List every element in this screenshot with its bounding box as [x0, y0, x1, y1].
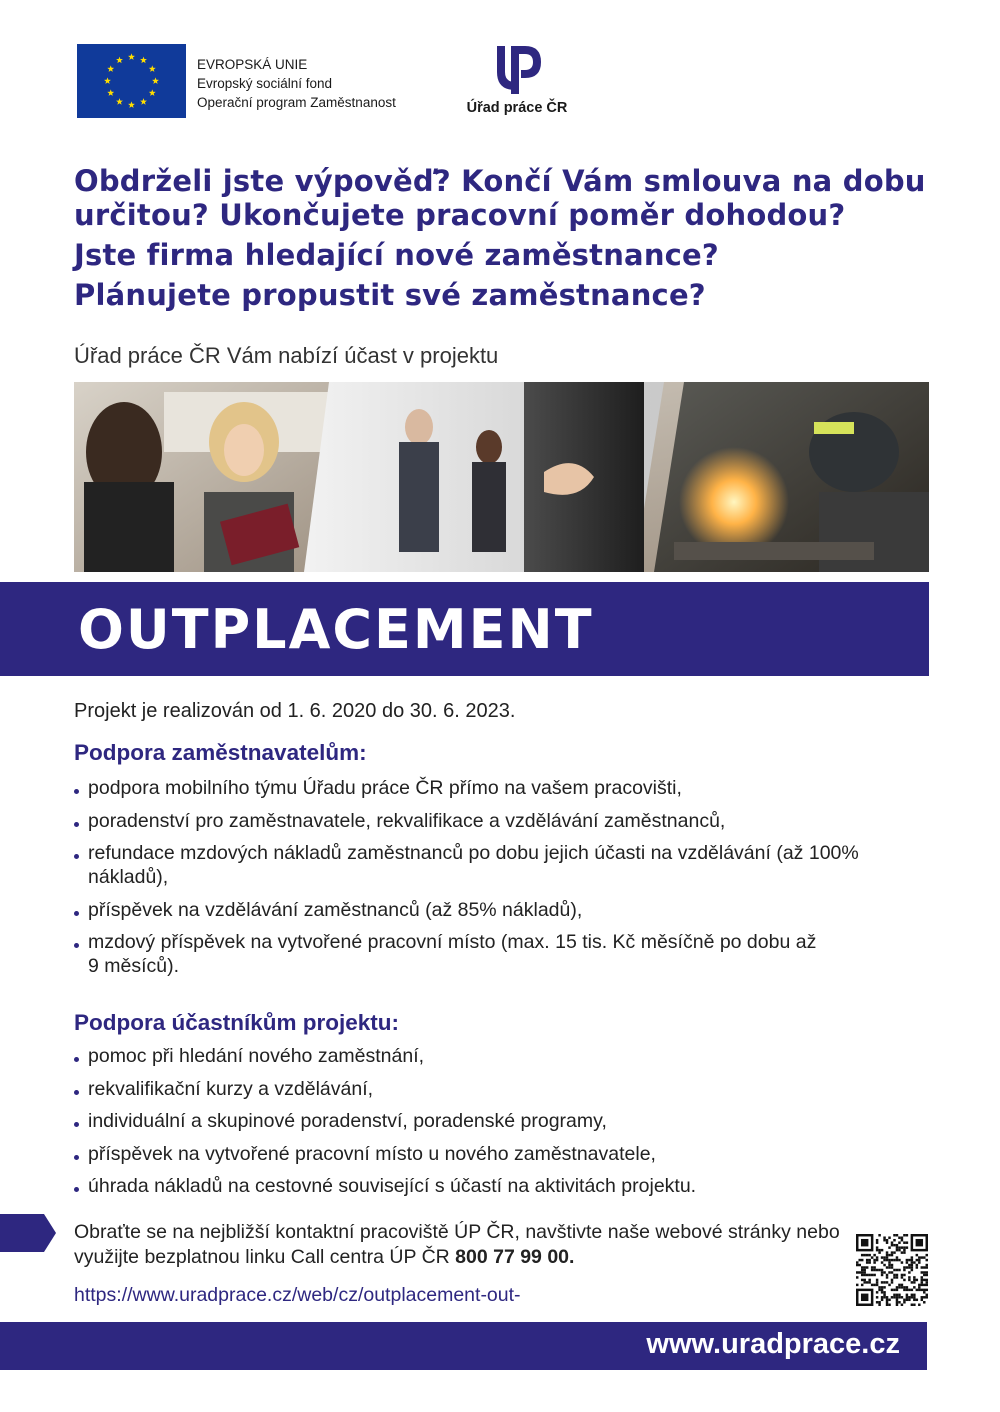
- eu-stars-icon: [77, 44, 186, 118]
- list-item: poradenství pro zaměstnavatele, rekvalifikace a vzdělávání zaměstnanců,: [74, 809, 904, 833]
- photo-collage: [74, 382, 929, 572]
- headline-line-1: Obdrželi jste výpověď? Končí Vám smlouva na dobu: [74, 164, 926, 198]
- list-item: individuální a skupinové poradenství, poradenské programy,: [74, 1109, 904, 1133]
- headline-line-4: Plánujete propustit své zaměstnance?: [74, 278, 706, 312]
- list-item: příspěvek na vzdělávání zaměstnanců (až 85% nákladů),: [74, 898, 904, 922]
- list-item: mzdový příspěvek na vytvořené pracovní místo (max. 15 tis. Kč měsíčně po dobu až 9 měsíců).: [74, 930, 828, 978]
- employers-list: [74, 776, 904, 987]
- list-item: příspěvek na vytvořené pracovní místo u nového zaměstnavatele,: [74, 1142, 904, 1166]
- project-period: Projekt je realizován od 1. 6. 2020 do 30. 6. 2023.: [74, 700, 516, 722]
- contact-body: Obraťte se na nejbližší kontaktní pracoviště ÚP ČR, navštivte naše webové stránky nebo využijte bezplatnou linku Call centra ÚP ČR: [74, 1221, 840, 1268]
- banner-title: OUTPLACEMENT: [78, 598, 594, 661]
- list-item: podpora mobilního týmu Úřadu práce ČR přímo na vašem pracovišti,: [74, 776, 904, 800]
- headline: [74, 164, 954, 312]
- eu-caption: [197, 55, 396, 112]
- list-item: refundace mzdových nákladů zaměstnanců po dobu jejich účasti na vzdělávání (až 100% nákladů),: [74, 841, 888, 889]
- up-logo-icon: [489, 42, 545, 96]
- participants-title: Podpora účastníkům projektu:: [74, 1010, 400, 1035]
- list-item: pomoc při hledání nového zaměstnání,: [74, 1044, 904, 1068]
- eu-line-3: Operační program Zaměstnanost: [197, 95, 396, 110]
- participants-list: [74, 1044, 904, 1207]
- arrow-marker-icon: [0, 1214, 56, 1252]
- list-item: úhrada nákladů na cestovné související s účastí na aktivitách projektu.: [74, 1174, 904, 1198]
- up-logo-text: Úřad práce ČR: [466, 100, 568, 116]
- eu-line-1: EVROPSKÁ UNIE: [197, 57, 308, 72]
- up-logo: [462, 42, 572, 122]
- project-link[interactable]: https://www.uradprace.cz/web/cz/outplacement-out-: [74, 1284, 521, 1306]
- list-item: rekvalifikační kurzy a vzdělávání,: [74, 1077, 904, 1101]
- offer-text: Úřad práce ČR Vám nabízí účast v projektu: [74, 343, 499, 368]
- employers-title: Podpora zaměstnavatelům:: [74, 740, 367, 765]
- qr-code-icon[interactable]: [856, 1234, 928, 1306]
- call-centre-phone[interactable]: 800 77 99 00.: [455, 1246, 575, 1268]
- eu-flag-logo: [77, 44, 186, 118]
- footer-website[interactable]: www.uradprace.cz: [646, 1328, 900, 1360]
- headline-line-3: Jste firma hledající nové zaměstnance?: [74, 238, 719, 272]
- photo-strip: [74, 382, 929, 572]
- eu-line-2: Evropský sociální fond: [197, 76, 333, 91]
- headline-line-2: určitou? Ukončujete pracovní poměr dohodou?: [74, 198, 846, 232]
- contact-text: [74, 1220, 844, 1270]
